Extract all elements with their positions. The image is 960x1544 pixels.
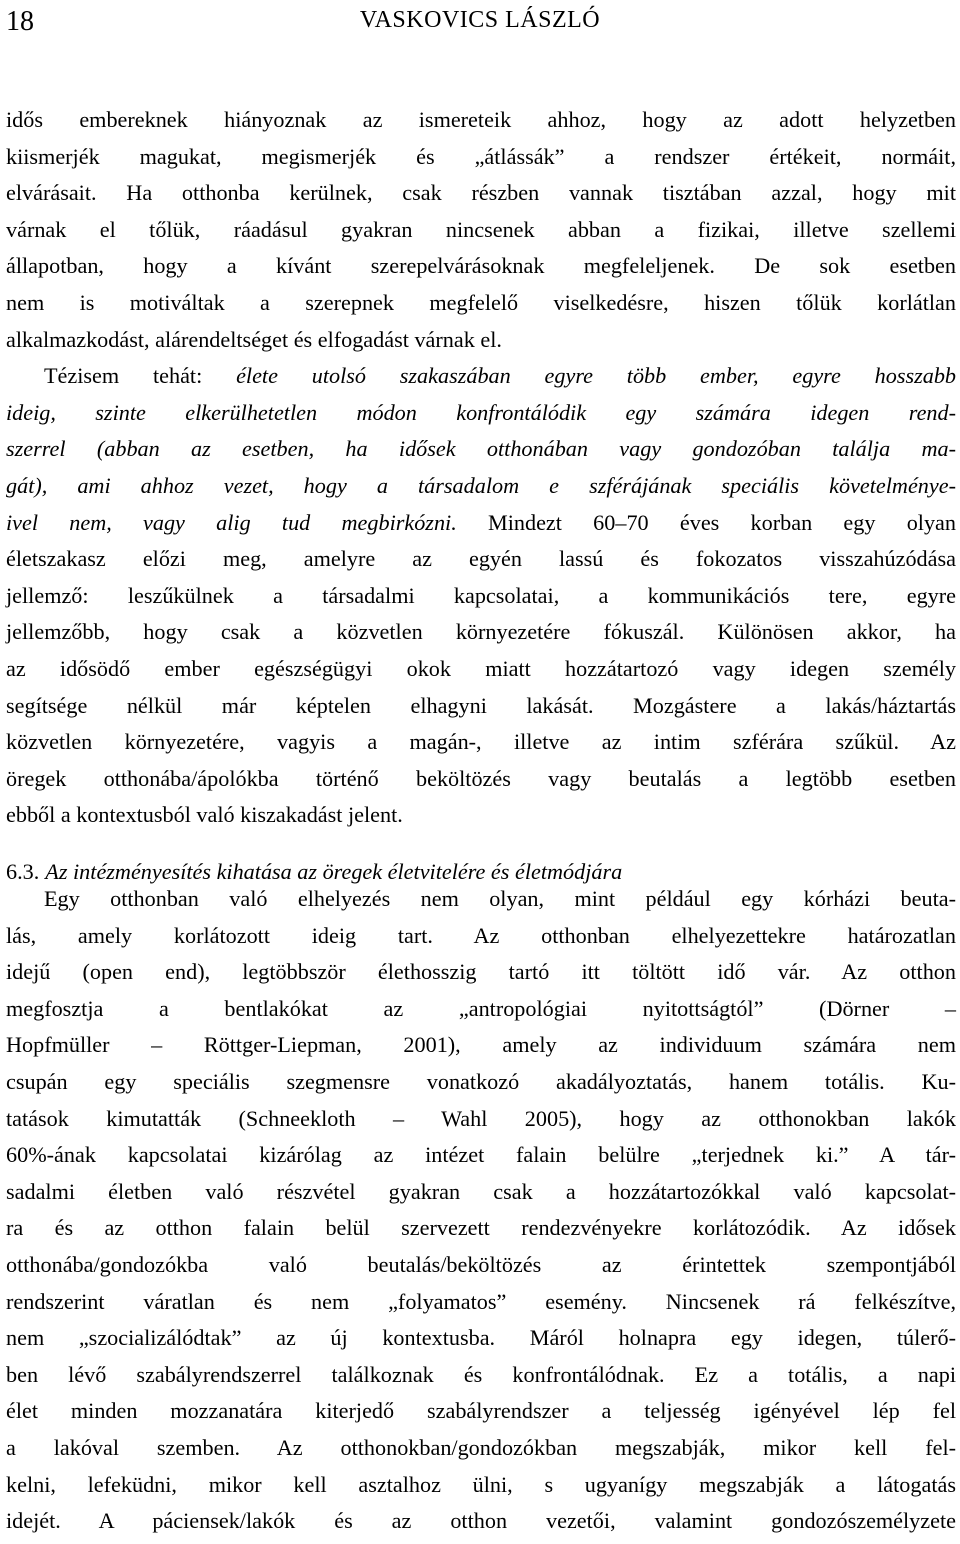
text-line: ra és az otthon falain belül szervezett rendezvényekre korlátozódik. Az idősek — [6, 1215, 956, 1241]
thesis-line — [6, 358, 956, 395]
text-line: nem is motiváltak a szerepnek megfelelő viselkedésre, hiszen tőlük korlátlan — [6, 289, 956, 315]
text-line: nem „szocializálódtak” az új kontextusba. Máról holnapra egy idegen, túlerő- — [6, 1325, 956, 1351]
text-line: alkalmazkodást, alárendeltséget és elfogadást várnak el. — [6, 326, 502, 352]
thesis-italic: élete utolsó szakaszában egyre több ember, egyre hosszabb — [236, 363, 957, 389]
text-line: lás, amely korlátozott ideig tart. Az otthonban elhelyezettekre határozatlan — [6, 922, 956, 948]
text-line-italic: szerrel (abban az esetben, ha idősek otthonában vagy gondozóban találja ma- — [6, 436, 956, 462]
text-line: várnak el tőlük, ráadásul gyakran nincsenek abban a fizikai, illetve szellemi — [6, 216, 956, 242]
text-line: idejű (open end), legtöbbször élethosszig tartó itt töltött idő vár. Az otthon — [6, 959, 956, 985]
text-line: ben lévő szabályrendszerrel találkoznak és konfrontálódnak. Ez a totális, a napi — [6, 1361, 956, 1387]
section-number: 6.3. — [6, 859, 40, 884]
text-line: Egy otthonban való elhelyezés nem olyan, mint például egy kórházi beuta- — [44, 886, 956, 911]
running-head: VASKOVICS LÁSZLÓ — [359, 7, 601, 33]
body-paragraph-1 — [6, 102, 956, 834]
text-line: rendszerint váratlan és nem „folyamatos” esemény. Nincsenek rá felkészítve, — [6, 1288, 956, 1314]
page-number: 18 — [6, 6, 34, 37]
text-line: jellemzőbb, hogy csak a közvetlen környezetére fókuszál. Különösen akkor, ha — [6, 619, 956, 645]
text-line: öregek otthonába/ápolókba történő beköltözés vagy beutalás a legtöbb esetben — [6, 765, 956, 791]
text-line: otthonába/gondozókba való beutalás/beköltözés az érintettek szempontjából — [6, 1251, 956, 1277]
text-line: tatások kimutatták (Schneekloth – Wahl 2005), hogy az otthonokban lakók — [6, 1105, 956, 1131]
text-line: megfosztja a bentlakókat az „antropológiai nyitottságtól” (Dörner – — [6, 995, 956, 1021]
text-line: a lakóval szemben. Az otthonokban/gondozókban megszabják, mikor kell fel- — [6, 1434, 956, 1460]
text-span: Mindezt 60–70 éves korban egy olyan — [456, 509, 956, 535]
text-line: segítsége nélkül már képtelen elhagyni lakását. Mozgástere a lakás/háztartás — [6, 692, 956, 718]
text-line: az idősödő ember egészségügyi okok miatt hozzátartozó vagy idegen személy — [6, 655, 956, 681]
text-line: elvárásait. Ha otthonba kerülnek, csak részben vannak tisztában azzal, hogy mit — [6, 180, 956, 206]
text-line-italic: gát), ami ahhoz vezet, hogy a társadalom e szférájának speciális követelménye- — [6, 472, 956, 498]
text-line: állapotban, hogy a kívánt szerepelvárásoknak megfeleljenek. De sok esetben — [6, 253, 956, 279]
text-line: ebből a kontextusból való kiszakadást jelent. — [6, 802, 403, 828]
text-line-mixed — [6, 505, 956, 542]
text-line: jellemző: leszűkülnek a társadalmi kapcsolatai, a kommunikációs tere, egyre — [6, 582, 956, 608]
text-line: kiismerjék magukat, megismerjék és „átlássák” a rendszer értékeit, normáit, — [6, 143, 956, 169]
text-line: idős embereknek hiányoznak az ismereteik ahhoz, hogy az adott helyzetben — [6, 107, 956, 132]
section-title: Az intézményesítés kihatása az öregek életvitelére és életmódjára — [45, 859, 623, 884]
text-line: idejét. A páciensek/lakók és az otthon vezetői, valamint gondozószemélyzete — [6, 1508, 956, 1534]
text-line: kelni, lefeküdni, mikor kell asztalhoz ülni, s ugyanígy megszabják a látogatás — [6, 1471, 956, 1497]
thesis-label: Tézisem tehát: — [44, 363, 237, 389]
body-paragraph-2 — [6, 881, 956, 1540]
text-line: csupán egy speciális szegmensre vonatkozó akadályoztatás, hanem totális. Ku- — [6, 1068, 956, 1094]
text-line: életszakasz előzi meg, amelyre az egyén lassú és fokozatos visszahúzódása — [6, 546, 956, 572]
text-line: élet minden mozzanatára kiterjedő szabályrendszer a teljesség igényével lép fel — [6, 1398, 956, 1424]
text-line: sadalmi életben való részvétel gyakran csak a hozzátartozókkal való kapcsolat- — [6, 1178, 956, 1204]
thesis-italic-end: ivel nem, vagy alig tud megbirkózni. — [6, 509, 457, 535]
text-line: közvetlen környezetére, vagyis a magán-, illetve az intim szférára szűkül. Az — [6, 729, 956, 755]
text-line-italic: ideig, szinte elkerülhetetlen módon konfrontálódik egy számára idegen rend- — [6, 399, 956, 425]
text-line: 60%-ának kapcsolatai kizárólag az intézet falain belülre „terjednek ki.” A tár- — [6, 1142, 956, 1168]
text-line: Hopfmüller – Röttger-Liepman, 2001), amely az individuum számára nem — [6, 1032, 956, 1058]
